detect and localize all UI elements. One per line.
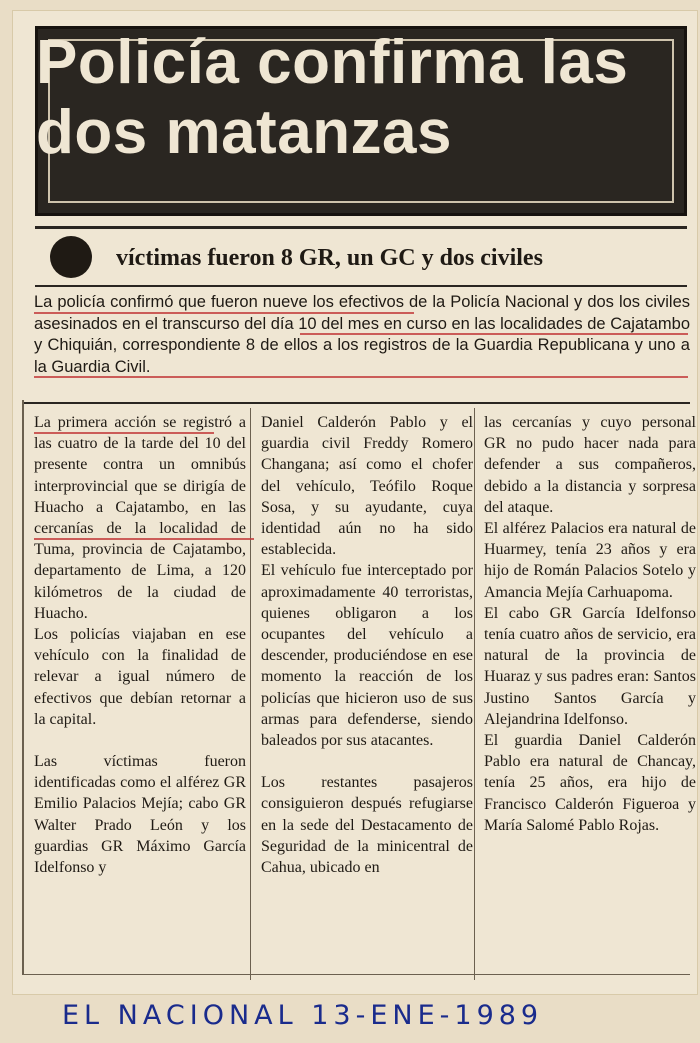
column-paragraph: Los restantes pasajeros consiguieron después refugiarse en la sede del Destacamento de Seguridad de la minicentral de Cahua, ubicado en [261, 774, 473, 877]
bullet-dot-icon [50, 236, 92, 278]
article-subheadline: víctimas fueron 8 GR, un GC y dos civiles [116, 245, 543, 271]
column-divider [250, 408, 251, 980]
column-border [22, 400, 24, 975]
article-lead: La policía confirmó que fueron nueve los efectivos de la Policía Nacional y dos los civiles asesinados en el transcurso del día 10 del mes en curso en las localidades de Cajatambo y Chiquián, correspondiente 8 de ellos a los registros de la Guardia Republicana y uno a la Guardia Civil. [34, 293, 690, 376]
column-paragraph: El cabo GR García Idelfonso tenía cuatro años de servicio, era natural de la provincia de Huaraz y sus padres eran: Santos Justino Santos García y Alejandrina Idelfonso. [484, 604, 696, 728]
column-paragraph: las cercanías y cuyo personal GR no pudo hacer nada para defender a sus compañeros, debido a la distancia y sorpresa del ataque. [484, 414, 696, 516]
red-pen-underline [34, 432, 214, 434]
column-divider [474, 408, 475, 980]
column-paragraph: El alférez Palacios era natural de Huarmey, tenía 23 años y era hijo de Román Palacios Sotelo y Amancia Mejía Carhuapoma. [484, 520, 696, 601]
handwritten-source-note: EL NACIONAL 13-ENE-1989 [62, 1000, 544, 1031]
article-column-1 [34, 412, 246, 878]
divider-rule [35, 285, 687, 287]
column-paragraph: Daniel Calderón Pablo y el guardia civil Freddy Romero Changana; así como el chofer del vehículo, Teófilo Roque Sosa, y su ayudante, cuya identidad aún no ha sido establecida. [261, 414, 473, 559]
article-column-2 [261, 412, 473, 878]
column-paragraph: Las víctimas fueron identificadas como el alférez GR Emilio Palacios Mejía; cabo GR Walter Prado León y los guardias GR Máximo García Idelfonso y [34, 753, 246, 877]
article-column-3 [484, 412, 696, 836]
article-headline: Policía confirma las dos matanzas [36, 28, 629, 167]
column-paragraph: Los policías viajaban en ese vehículo con la finalidad de relevar a igual número de efectivos que debían retornar a la capital. [34, 626, 246, 728]
red-pen-underline [34, 312, 414, 314]
column-paragraph: La primera acción se registró a las cuatro de la tarde del 10 del presente contra un omnibús interprovincial que se dirigía de Huacho a Cajatambo, en las cercanías de la localidad de Tuma, provincia de Cajatambo, departamento de Lima, a 120 kilómetros de la ciudad de Huacho. [34, 414, 246, 622]
divider-rule [35, 226, 687, 229]
divider-rule [22, 974, 690, 975]
column-paragraph: El vehículo fue interceptado por aproximadamente 40 terroristas, quienes obligaron a los ocupantes del vehículo a descender, produciéndose en ese momento la reacción de los policías que hicieron uso de sus armas para defenderse, siendo baleados por sus atacantes. [261, 562, 473, 750]
red-pen-underline [34, 376, 688, 378]
red-pen-underline [300, 333, 688, 335]
column-paragraph: El guardia Daniel Calderón Pablo era natural de Chancay, tenía 25 años, era hijo de Francisco Calderón Figueroa y María Salomé Pablo Rojas. [484, 732, 696, 834]
divider-rule [22, 402, 690, 404]
red-pen-underline [34, 538, 254, 540]
